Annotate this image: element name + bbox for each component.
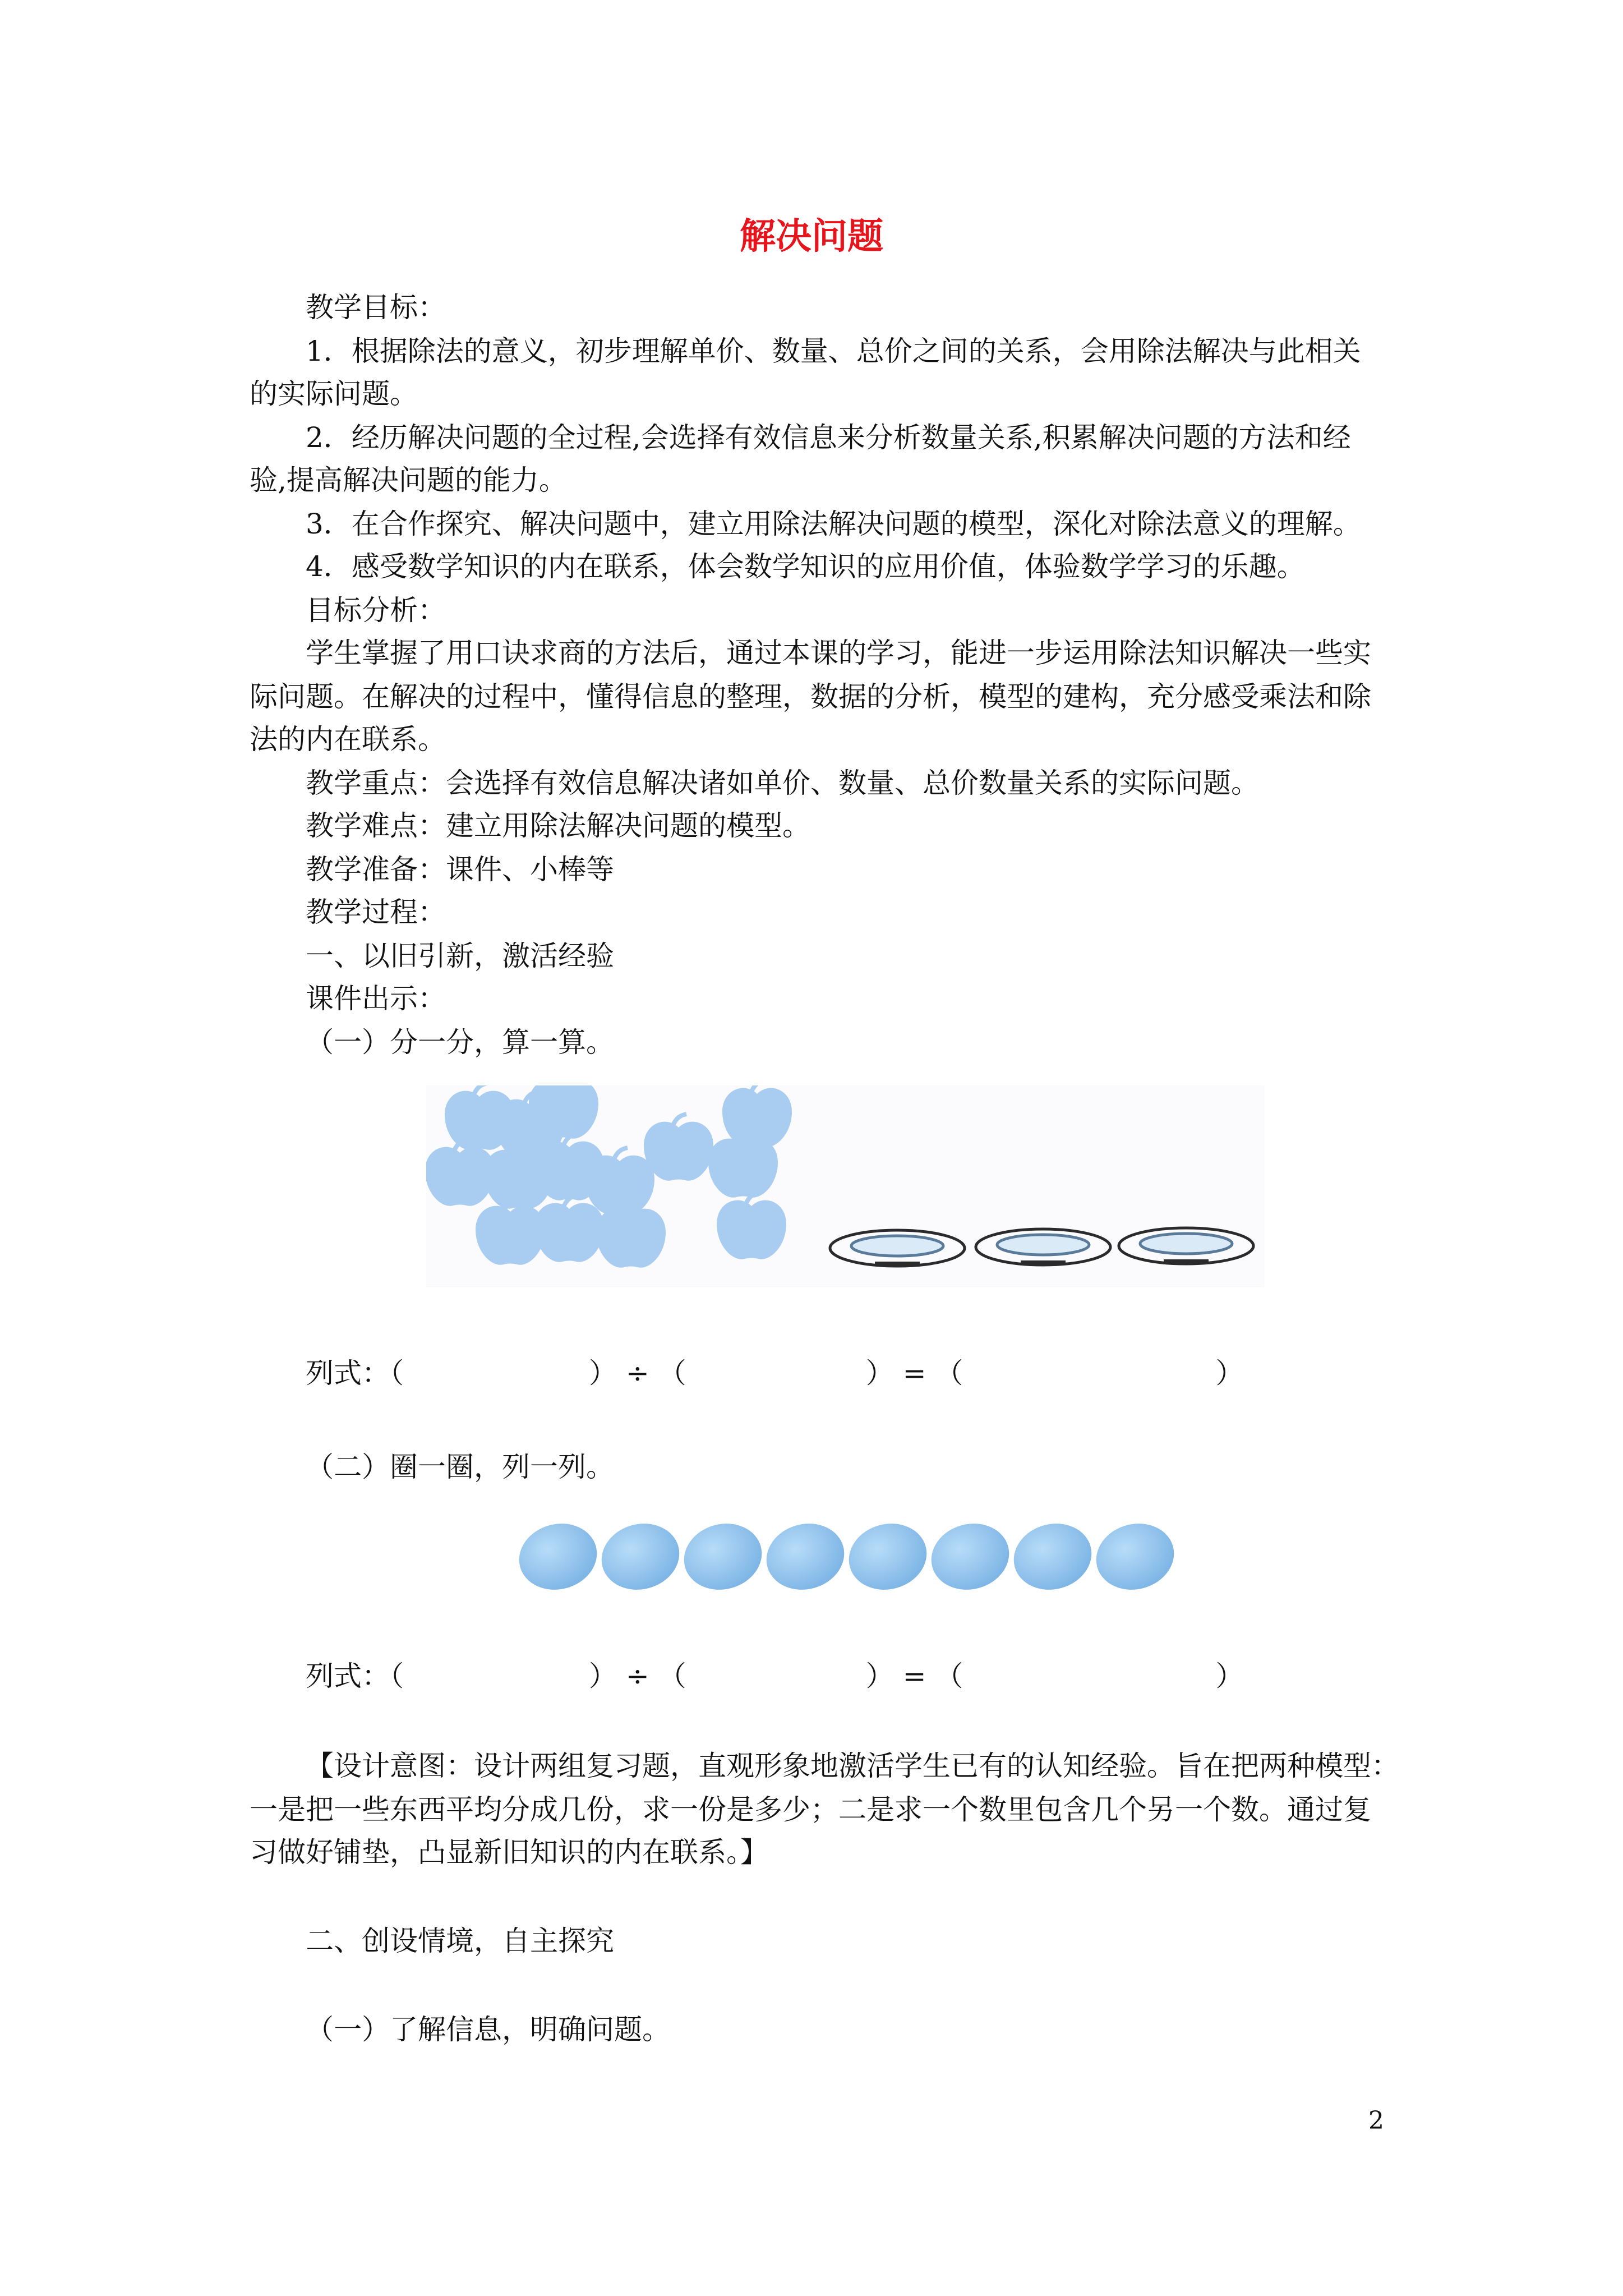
close-paren: ） xyxy=(589,1357,617,1389)
preparation: 教学准备：课件、小棒等 xyxy=(306,853,614,886)
formula-label: 列式： xyxy=(306,1357,390,1389)
objective-2-line-2: 验,提高解决问题的能力。 xyxy=(250,464,567,496)
objective-4: 4．感受数学知识的内在联系，体会数学知识的应用价值，体验数学学习的乐趣。 xyxy=(306,550,1305,583)
page-number: 2 xyxy=(1368,2106,1384,2135)
open-paren: （ xyxy=(390,1660,404,1692)
close-paren: ） xyxy=(589,1660,617,1692)
objective-2-line-1: 2．经历解决问题的全过程,会选择有效信息来分析数量关系,积累解决问题的方法和经 xyxy=(306,421,1351,454)
section-a-heading: （一）分一分，算一算。 xyxy=(306,1026,614,1059)
close-paren: ） xyxy=(865,1357,894,1389)
open-paren: （ xyxy=(658,1660,686,1692)
formula-1 xyxy=(306,1356,1243,1390)
heading-objectives: 教学目标： xyxy=(306,291,446,324)
open-paren: （ xyxy=(935,1660,963,1692)
design-note-line-2: 一是把一些东西平均分成几份，求一份是多少；二是求一个数里包含几个另一个数。通过复 xyxy=(250,1793,1371,1826)
open-paren: （ xyxy=(935,1357,963,1389)
section-one-heading: 一、以旧引新，激活经验 xyxy=(306,940,614,972)
section-b-heading: （二）圈一圈，列一列。 xyxy=(306,1451,614,1483)
design-note-line-3: 习做好铺垫，凸显新旧知识的内在联系。】 xyxy=(250,1836,768,1869)
apples-plates-figure xyxy=(426,1085,1265,1287)
eggs-figure xyxy=(516,1515,1183,1599)
open-paren: （ xyxy=(390,1357,404,1389)
objective-3: 3．在合作探究、解决问题中，建立用除法解决问题的模型，深化对除法意义的理解。 xyxy=(306,508,1361,540)
difficulty: 教学难点：建立用除法解决问题的模型。 xyxy=(306,809,810,842)
close-paren: ） xyxy=(1215,1357,1244,1389)
design-note-line-1: 【设计意图：设计两组复习题，直观形象地激活学生已有的认知经验。旨在把两种模型： xyxy=(306,1750,1399,1782)
open-paren: （ xyxy=(658,1357,686,1389)
objective-1-line-1: 1．根据除法的意义，初步理解单价、数量、总价之间的关系，会用除法解决与此相关 xyxy=(306,335,1361,367)
courseware-label: 课件出示： xyxy=(306,982,446,1015)
analysis-line-2: 际问题。在解决的过程中，懂得信息的整理，数据的分析，模型的建构，充分感受乘法和除 xyxy=(250,680,1371,713)
equals-sign: = xyxy=(902,1660,926,1692)
page-title: 解决问题 xyxy=(740,215,883,257)
section-two-sub-heading: （一）了解信息，明确问题。 xyxy=(306,2013,670,2046)
section-two-heading: 二、创设情境，自主探究 xyxy=(306,1925,614,1957)
analysis-line-1: 学生掌握了用口诀求商的方法后，通过本课的学习，能进一步运用除法知识解决一些实 xyxy=(306,637,1371,669)
equals-sign: = xyxy=(902,1357,926,1389)
objective-1-line-2: 的实际问题。 xyxy=(250,378,418,410)
egg-row xyxy=(516,1515,1182,1598)
heading-analysis: 目标分析： xyxy=(306,594,446,627)
close-paren: ） xyxy=(865,1660,894,1692)
divide-sign: ÷ xyxy=(625,1660,649,1692)
close-paren: ） xyxy=(1215,1660,1244,1692)
divide-sign: ÷ xyxy=(625,1357,649,1389)
heading-process: 教学过程： xyxy=(306,896,446,928)
analysis-line-3: 法的内在联系。 xyxy=(250,723,446,756)
formula-label: 列式： xyxy=(306,1660,390,1692)
formula-2 xyxy=(306,1659,1243,1693)
key-point: 教学重点：会选择有效信息解决诸如单价、数量、总价数量关系的实际问题。 xyxy=(306,767,1259,799)
